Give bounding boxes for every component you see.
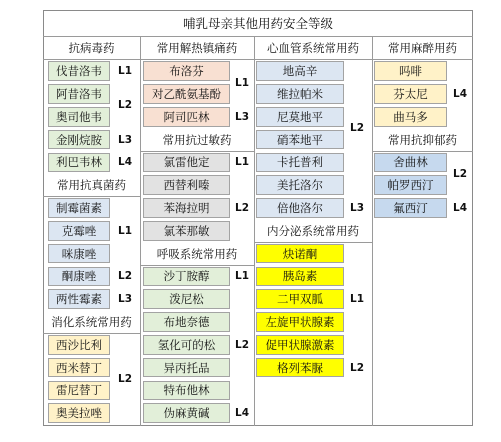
safety-level-label: L3 <box>235 110 249 123</box>
section-header: 消化系统常用药 <box>51 314 132 329</box>
section-header: 常用解热镇痛药 <box>156 41 238 56</box>
section-header: 常用麻醉用药 <box>388 41 457 56</box>
drug-cell: 氯苯那敏 <box>143 221 230 241</box>
section-header: 抗病毒药 <box>68 41 115 56</box>
drug-cell: 西米替丁 <box>48 358 110 378</box>
drug-cell: 阿昔洛韦 <box>48 84 110 104</box>
safety-level-label: L3 <box>350 201 364 214</box>
drug-cell: 氟西汀 <box>374 198 447 218</box>
safety-level-label: L4 <box>118 156 132 169</box>
safety-level-label: L3 <box>118 293 132 306</box>
safety-level-label: L1 <box>235 270 249 283</box>
drug-cell: 帕罗西汀 <box>374 175 447 195</box>
drug-cell: 芬太尼 <box>374 84 447 104</box>
drug-cell: 对乙酰氨基酚 <box>143 84 230 104</box>
drug-cell: 舍曲林 <box>374 153 447 173</box>
drug-cell: 卡托普利 <box>256 153 344 173</box>
safety-level-label: L1 <box>118 224 132 237</box>
safety-level-label: L4 <box>453 87 467 100</box>
safety-level-label: L1 <box>235 76 249 89</box>
drug-cell: 制霉菌素 <box>48 198 110 218</box>
drug-cell: 沙丁胺醇 <box>143 267 230 287</box>
drug-cell: 西替利嗪 <box>143 175 230 195</box>
drug-cell: 美托洛尔 <box>256 175 344 195</box>
drug-cell: 雷尼替丁 <box>48 381 110 401</box>
safety-level-label: L2 <box>118 99 132 112</box>
drug-cell: 利巴韦林 <box>48 153 110 173</box>
safety-level-label: L2 <box>235 338 249 351</box>
safety-level-label: L2 <box>350 361 364 374</box>
drug-cell: 炔诺酮 <box>256 244 344 264</box>
column-divider <box>140 37 141 426</box>
drug-cell: 氯雷他定 <box>143 153 230 173</box>
drug-cell: 特布他林 <box>143 381 230 401</box>
drug-cell: 促甲状腺激素 <box>256 335 344 355</box>
drug-cell: 维拉帕米 <box>256 84 344 104</box>
drug-cell: 胰岛素 <box>256 267 344 287</box>
drug-cell: 伐昔洛韦 <box>48 61 110 81</box>
drug-cell: 曲马多 <box>374 107 447 127</box>
column-divider <box>372 37 373 426</box>
safety-level-label: L2 <box>118 372 132 385</box>
safety-level-label: L2 <box>350 122 364 135</box>
safety-level-label: L2 <box>453 167 467 180</box>
section-header: 呼吸系统常用药 <box>156 246 238 261</box>
safety-level-label: L1 <box>118 65 132 78</box>
section-header: 心血管系统常用药 <box>267 41 359 56</box>
drug-cell: 尼莫地平 <box>256 107 344 127</box>
section-header: 常用抗抑郁药 <box>388 132 457 147</box>
safety-level-label: L4 <box>453 201 467 214</box>
drug-cell: 阿司匹林 <box>143 107 230 127</box>
drug-cell: 西沙比利 <box>48 335 110 355</box>
drug-cell: 地高辛 <box>256 61 344 81</box>
drug-cell: 硝苯地平 <box>256 130 344 150</box>
section-header: 常用抗过敏药 <box>162 132 232 147</box>
safety-level-label: L4 <box>235 407 249 420</box>
safety-level-label: L3 <box>118 133 132 146</box>
drug-cell: 格列苯脲 <box>256 358 344 378</box>
drug-cell: 泼尼松 <box>143 289 230 309</box>
drug-cell: 苯海拉明 <box>143 198 230 218</box>
section-header: 常用抗真菌药 <box>57 178 126 193</box>
drug-cell: 咪康唑 <box>48 244 110 264</box>
safety-level-label: L2 <box>118 270 132 283</box>
drug-cell: 异丙托品 <box>143 358 230 378</box>
drug-cell: 二甲双胍 <box>256 289 344 309</box>
safety-level-label: L1 <box>235 156 249 169</box>
drug-cell: 奥美拉唑 <box>48 403 110 423</box>
section-header: 内分泌系统常用药 <box>267 223 359 238</box>
drug-cell: 吗啡 <box>374 61 447 81</box>
drug-cell: 奥司他韦 <box>48 107 110 127</box>
drug-cell: 伪麻黄碱 <box>143 403 230 423</box>
drug-cell: 倍他洛尔 <box>256 198 344 218</box>
drug-cell: 左旋甲状腺素 <box>256 312 344 332</box>
drug-cell: 克霉唑 <box>48 221 110 241</box>
drug-cell: 金刚烷胺 <box>48 130 110 150</box>
safety-level-label: L2 <box>235 201 249 214</box>
column-divider <box>254 37 255 426</box>
drug-cell: 布洛芬 <box>143 61 230 81</box>
safety-level-label: L1 <box>350 293 364 306</box>
table-title: 哺乳母亲其他用药安全等级 <box>43 10 473 37</box>
drug-cell: 两性霉素 <box>48 289 110 309</box>
drug-cell: 酮康唑 <box>48 267 110 287</box>
drug-cell: 布地奈德 <box>143 312 230 332</box>
drug-cell: 氢化可的松 <box>143 335 230 355</box>
